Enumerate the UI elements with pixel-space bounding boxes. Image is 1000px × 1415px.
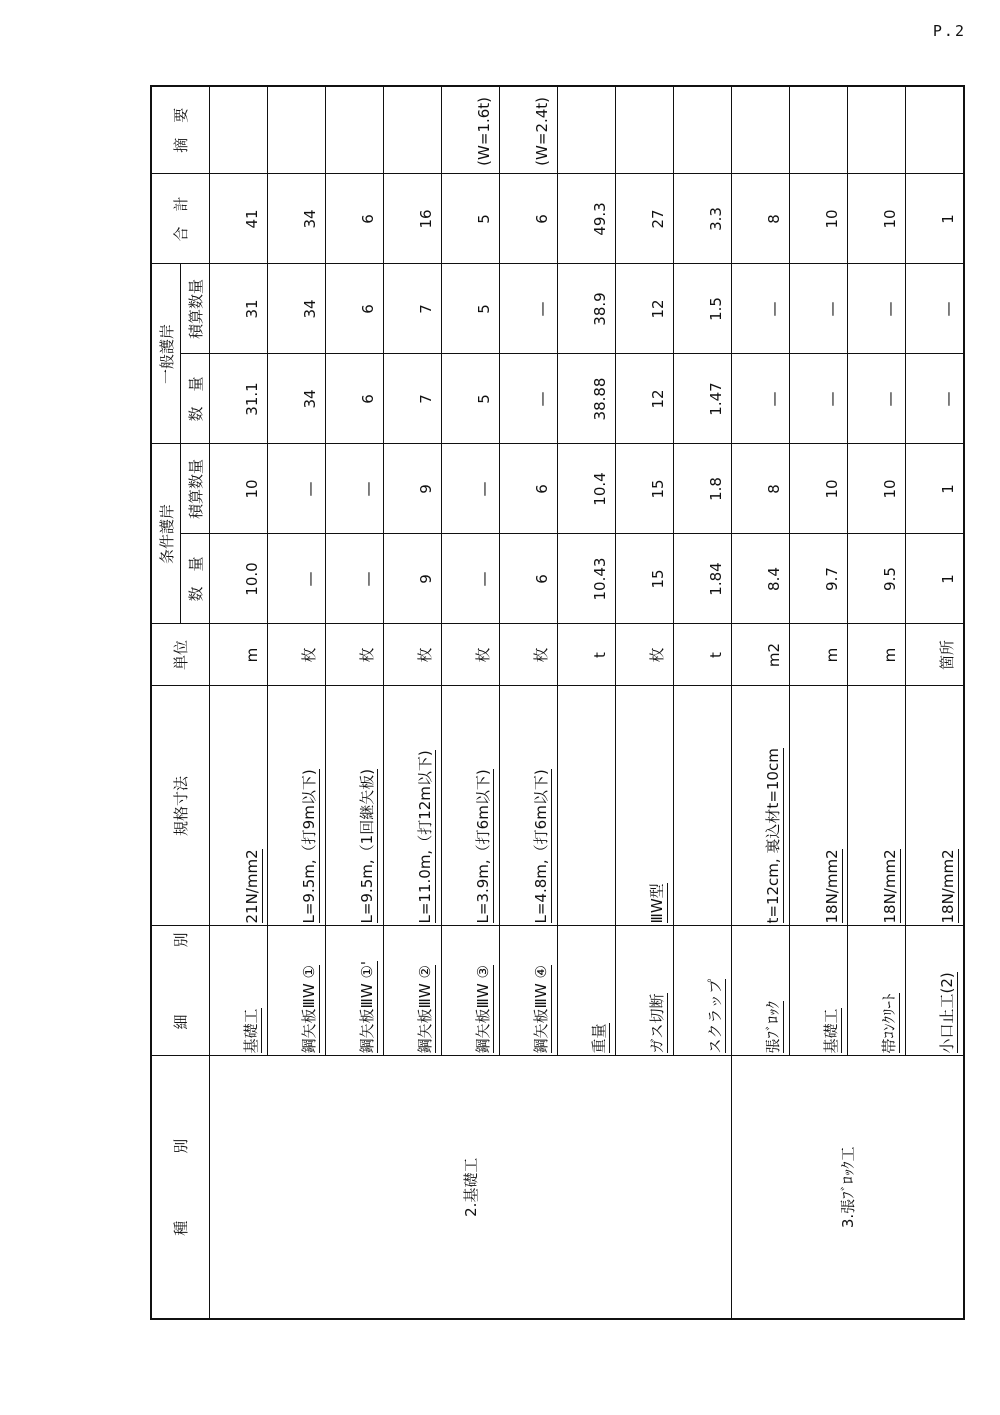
general-estimate-cell: — [790,264,848,354]
kind-cell: 3.張ﾌﾞﾛｯｸ工 [732,1056,965,1319]
cond-quantity-cell: 8.4 [732,534,790,624]
remarks-cell [906,86,965,174]
spec-cell [616,686,674,926]
detail-text: 鋼矢板ⅢW ② [416,965,434,1054]
spec-cell [384,686,442,926]
kind-cell: 2.基礎工 [210,1056,732,1319]
total-cell: 8 [732,174,790,264]
unit-cell: m [210,624,268,686]
general-quantity-cell: 5 [442,354,500,444]
spec-text: L=9.5m,（打9m以下) [300,769,318,924]
general-estimate-cell: — [848,264,906,354]
general-quantity-cell: 1.47 [674,354,732,444]
cond-quantity-cell: 10.43 [558,534,616,624]
cond-estimate-cell: 6 [500,444,558,534]
cond-estimate-cell: — [268,444,326,534]
unit-cell: 枚 [384,624,442,686]
general-quantity-cell: 7 [384,354,442,444]
spec-cell [326,686,384,926]
header-detail: 細 別 [151,926,210,1056]
remarks-cell [790,86,848,174]
spec-text: L=4.8m,（打6m以下) [532,769,550,924]
header-general-estimate: 積算数量 [181,264,210,354]
detail-text: 鋼矢板ⅢW ① [300,965,318,1054]
cond-quantity-cell: 9.5 [848,534,906,624]
detail-text: 帯ｺﾝｸﾘｰﾄ [880,993,898,1054]
detail-text: 重量 [590,1023,608,1054]
spec-cell [848,686,906,926]
cond-quantity-cell: 6 [500,534,558,624]
total-cell: 27 [616,174,674,264]
cond-estimate-cell: 1 [906,444,965,534]
header-total: 合 計 [151,174,210,264]
detail-cell [790,926,848,1056]
spec-text: L=9.5m,（1回継矢板) [358,768,376,924]
spec-text: 18N/mm2 [881,849,899,924]
total-cell: 1 [906,174,965,264]
detail-text: 張ﾌﾞﾛｯｸ [764,1000,782,1054]
detail-cell [442,926,500,1056]
remarks-cell [268,86,326,174]
general-estimate-cell: 12 [616,264,674,354]
remarks-cell [558,86,616,174]
total-cell: 49.3 [558,174,616,264]
general-quantity-cell: 38.88 [558,354,616,444]
general-quantity-cell: 34 [268,354,326,444]
general-estimate-cell: — [500,264,558,354]
cond-quantity-cell: 9.7 [790,534,848,624]
total-cell: 6 [500,174,558,264]
table-body [210,86,965,1319]
general-estimate-cell: 5 [442,264,500,354]
detail-text: 基礎工 [242,1008,260,1054]
remarks-cell [674,86,732,174]
detail-cell [500,926,558,1056]
general-estimate-cell: — [732,264,790,354]
unit-cell: 箇所 [906,624,965,686]
total-cell: 41 [210,174,268,264]
total-cell: 3.3 [674,174,732,264]
cond-quantity-cell: — [326,534,384,624]
unit-cell: m [790,624,848,686]
header-cond-quantity: 数 量 [181,534,210,624]
general-quantity-cell: 6 [326,354,384,444]
cond-quantity-cell: 1.84 [674,534,732,624]
unit-cell: 枚 [442,624,500,686]
general-estimate-cell: 6 [326,264,384,354]
total-cell: 6 [326,174,384,264]
general-estimate-cell: 38.9 [558,264,616,354]
spec-text: 18N/mm2 [939,849,957,924]
page-number: P.2 [932,22,966,40]
detail-text: 鋼矢板ⅢW ①' [358,960,376,1054]
table-row [732,86,790,1319]
header-general-quantity: 数 量 [181,354,210,444]
general-estimate-cell: 31 [210,264,268,354]
total-cell: 5 [442,174,500,264]
header-unit: 単位 [151,624,210,686]
quantity-table-sheet [150,87,957,1320]
general-quantity-cell: — [732,354,790,444]
cond-estimate-cell: 10.4 [558,444,616,534]
total-cell: 16 [384,174,442,264]
cond-quantity-cell: 9 [384,534,442,624]
detail-cell [616,926,674,1056]
remarks-cell [326,86,384,174]
cond-estimate-cell: 1.8 [674,444,732,534]
spec-cell [500,686,558,926]
header-general-revetment: 一般護岸 [151,264,181,444]
detail-text: ガス切断 [648,993,666,1054]
spec-cell [732,686,790,926]
detail-text: スクラップ [706,978,724,1054]
header-spec: 規格寸法 [151,686,210,926]
detail-cell [558,926,616,1056]
cond-quantity-cell: 1 [906,534,965,624]
detail-cell [384,926,442,1056]
unit-cell: t [674,624,732,686]
detail-text: 鋼矢板ⅢW ③ [474,965,492,1054]
cond-estimate-cell: 8 [732,444,790,534]
spec-cell [906,686,965,926]
total-cell: 10 [790,174,848,264]
spec-text: 21N/mm2 [243,849,261,924]
unit-cell: 枚 [616,624,674,686]
unit-cell: 枚 [500,624,558,686]
table-row [210,86,268,1319]
detail-text: 基礎工 [822,1008,840,1054]
cond-quantity-cell: — [268,534,326,624]
spec-text: t=12cm, 裏込材t=10cm [764,748,782,924]
cond-estimate-cell: 10 [790,444,848,534]
detail-cell [674,926,732,1056]
general-estimate-cell: 1.5 [674,264,732,354]
total-cell: 10 [848,174,906,264]
general-quantity-cell: — [790,354,848,444]
spec-cell [558,686,616,926]
unit-cell: m [848,624,906,686]
general-quantity-cell: 31.1 [210,354,268,444]
spec-cell [442,686,500,926]
quantity-table [150,85,965,1320]
header-cond-estimate: 積算数量 [181,444,210,534]
general-estimate-cell: — [906,264,965,354]
spec-cell [790,686,848,926]
remarks-cell [210,86,268,174]
remarks-cell [384,86,442,174]
remarks-cell [732,86,790,174]
spec-cell [268,686,326,926]
unit-cell: 枚 [326,624,384,686]
remarks-cell [616,86,674,174]
cond-estimate-cell: — [326,444,384,534]
unit-cell: 枚 [268,624,326,686]
general-quantity-cell: 12 [616,354,674,444]
detail-cell [848,926,906,1056]
general-quantity-cell: — [500,354,558,444]
general-estimate-cell: 7 [384,264,442,354]
unit-cell: t [558,624,616,686]
remarks-cell: (W=2.4t) [500,86,558,174]
detail-cell [906,926,965,1056]
remarks-cell: (W=1.6t) [442,86,500,174]
spec-text: 18N/mm2 [823,849,841,924]
cond-estimate-cell: 10 [210,444,268,534]
remarks-cell [848,86,906,174]
spec-text: ⅢW型 [648,883,666,924]
spec-text: L=11.0m,（打12m以下) [416,750,434,924]
spec-cell [210,686,268,926]
detail-text: 鋼矢板ⅢW ④ [532,965,550,1054]
unit-cell: m2 [732,624,790,686]
general-quantity-cell: — [848,354,906,444]
header-kind: 種 別 [151,1056,210,1319]
cond-estimate-cell: — [442,444,500,534]
cond-estimate-cell: 10 [848,444,906,534]
spec-cell [674,686,732,926]
detail-text: 小口止工(2) [938,972,956,1054]
header-conditional-revetment: 条件護岸 [151,444,181,624]
detail-cell [732,926,790,1056]
cond-quantity-cell: — [442,534,500,624]
cond-estimate-cell: 9 [384,444,442,534]
spec-text: L=3.9m,（打6m以下) [474,769,492,924]
cond-quantity-cell: 10.0 [210,534,268,624]
general-estimate-cell: 34 [268,264,326,354]
total-cell: 34 [268,174,326,264]
cond-quantity-cell: 15 [616,534,674,624]
detail-cell [268,926,326,1056]
detail-cell [326,926,384,1056]
cond-estimate-cell: 15 [616,444,674,534]
detail-cell [210,926,268,1056]
general-quantity-cell: — [906,354,965,444]
header-remarks: 摘 要 [151,86,210,174]
